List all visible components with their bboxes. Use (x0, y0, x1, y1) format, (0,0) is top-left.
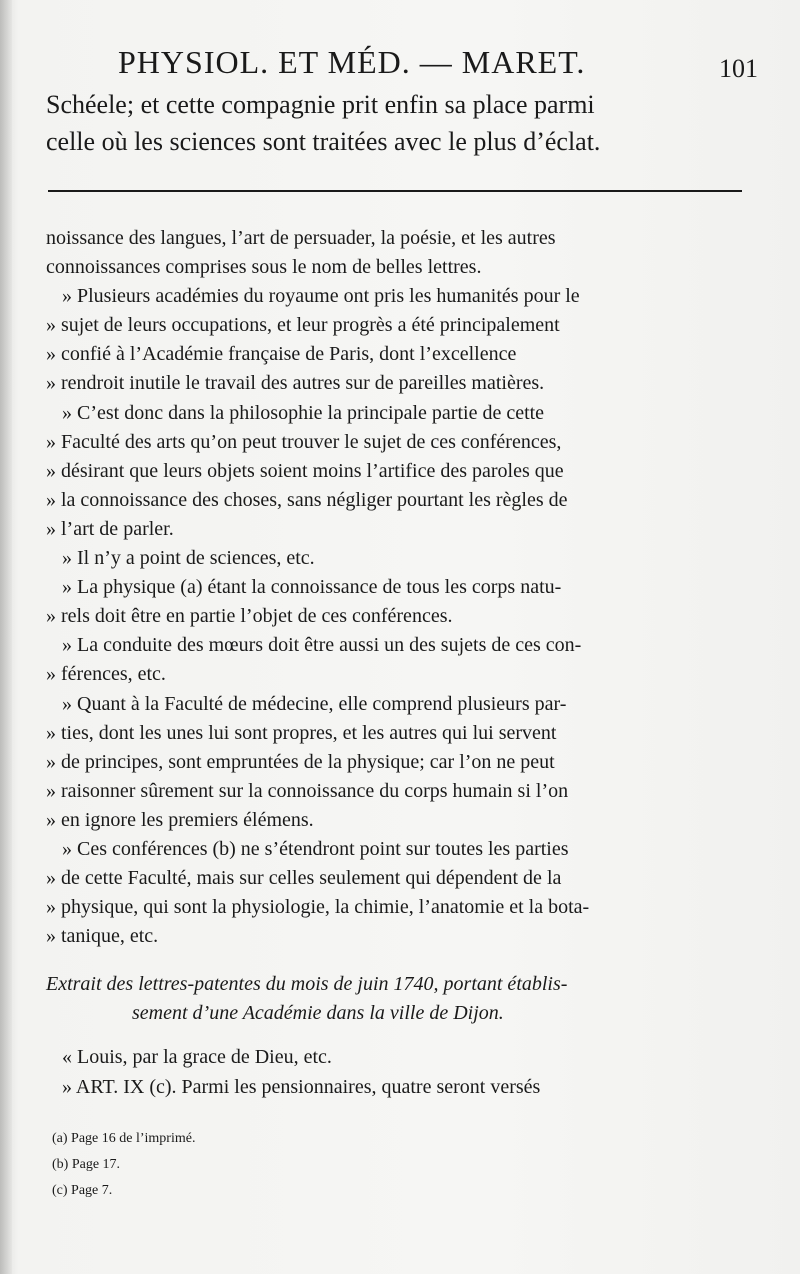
body-text-line: » ties, dont les unes lui sont propres, et les autres qui lui servent (46, 721, 557, 744)
body-text-line: » physique, qui sont la physiologie, la chimie, l’anatomie et la bota- (46, 896, 590, 919)
body-text-line: » rels doit être en partie l’objet de ces conférences. (46, 605, 453, 628)
body-text-line: » tanique, etc. (46, 925, 159, 948)
body-text-line: » Il n’y a point de sciences, etc. (62, 547, 315, 570)
footnotes (52, 1126, 452, 1204)
body-text-block (46, 224, 750, 951)
extract-heading (46, 970, 750, 1028)
extract-heading-line: Extrait des lettres-patentes du mois de juin 1740, portant établis- (46, 973, 568, 995)
body-text-line: » rendroit inutile le travail des autres sur de pareilles matières. (46, 372, 545, 395)
body-text-line: » Faculté des arts qu’on peut trouver le sujet de ces conférences, (46, 430, 562, 453)
body-text-line: noissance des langues, l’art de persuader, la poésie, et les autres (46, 227, 556, 249)
body-text-line: » de cette Faculté, mais sur celles seulement qui dépendent de la (46, 867, 562, 890)
body-text-line: » Ces conférences (b) ne s’étendront point sur toutes les parties (62, 837, 569, 860)
running-head (118, 40, 758, 88)
upper-text-block (46, 86, 758, 160)
body-text-line: » l’art de parler. (46, 517, 174, 540)
body-text-line: » Plusieurs académies du royaume ont pris les humanités pour le (62, 285, 580, 308)
letters-line: » ART. IX (c). Parmi les pensionnaires, quatre seront versés (62, 1076, 541, 1098)
running-head-title: PHYSIOL. ET MÉD. — MARET. (118, 44, 586, 80)
extract-heading-line: sement d’une Académie dans la ville de Dijon. (132, 1002, 504, 1024)
body-text-line: » raisonner sûrement sur la connoissance du corps humain si l’on (46, 779, 569, 802)
body-text-line: » sujet de leurs occupations, et leur progrès a été principalement (46, 314, 560, 337)
body-text-line: » en ignore les premiers élémens. (46, 808, 314, 831)
body-text-line: » férences, etc. (46, 663, 166, 686)
body-text-line: » La physique (a) étant la connoissance de tous les corps natu- (62, 576, 562, 599)
horizontal-rule (48, 190, 742, 192)
page-number: 101 (719, 54, 758, 83)
body-text-line: » Quant à la Faculté de médecine, elle comprend plusieurs par- (62, 692, 567, 715)
body-text-line: » désirant que leurs objets soient moins l’artifice des paroles que (46, 459, 564, 482)
letters-line: « Louis, par la grace de Dieu, etc. (62, 1046, 332, 1068)
body-text-line: » de principes, sont empruntées de la physique; car l’on ne peut (46, 750, 555, 773)
footnote: (c) Page 7. (52, 1183, 113, 1198)
body-text-line: » confié à l’Académie française de Paris, dont l’excellence (46, 343, 517, 366)
footnote: (b) Page 17. (52, 1157, 121, 1172)
body-text-line: connoissances comprises sous le nom de belles lettres. (46, 256, 482, 279)
body-text-line: » La conduite des mœurs doit être aussi un des sujets de ces con- (62, 634, 582, 657)
upper-text-line: Schéele; et cette compagnie prit enfin sa place parmi (46, 90, 595, 119)
body-text-line: » la connoissance des choses, sans négliger pourtant les règles de (46, 488, 568, 511)
footnote: (a) Page 16 de l’imprimé. (52, 1131, 196, 1146)
upper-text-line: celle où les sciences sont traitées avec le plus d’éclat. (46, 127, 601, 156)
body-text-line: » C’est donc dans la philosophie la principale partie de cette (62, 401, 545, 424)
letters-patent-text (46, 1042, 750, 1102)
